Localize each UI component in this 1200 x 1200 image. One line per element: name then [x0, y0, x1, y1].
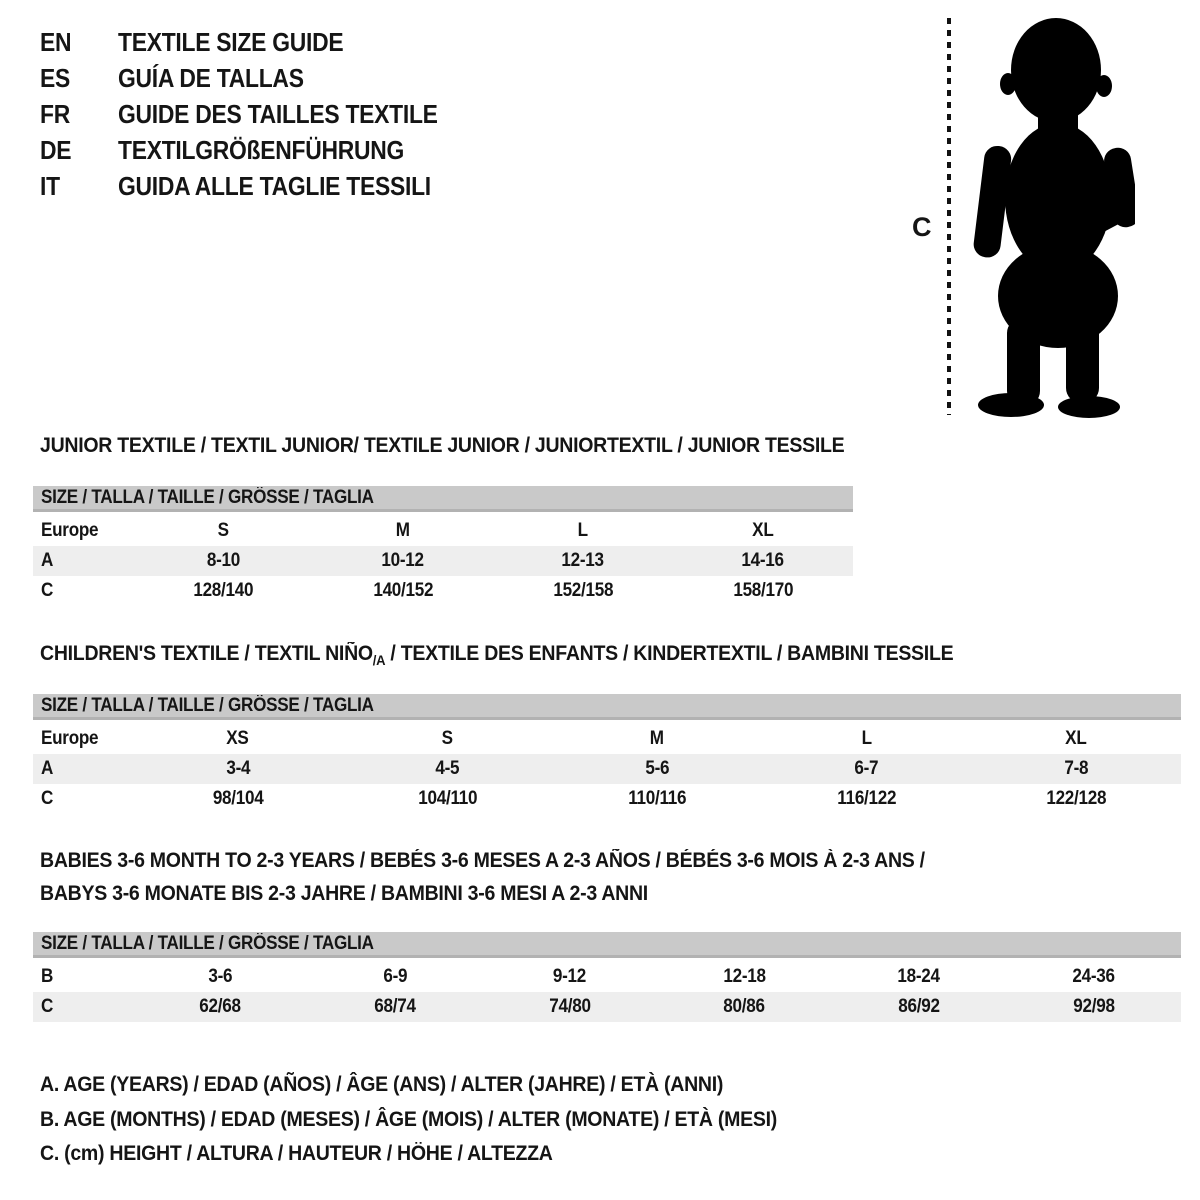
table-cell: 5-6 — [645, 758, 669, 779]
table-cell: 80/86 — [723, 996, 766, 1017]
babies-size-table — [33, 932, 1181, 1022]
table-cell: 12-13 — [561, 550, 605, 571]
table-cell: XL — [1065, 728, 1087, 749]
table-cell: 4-5 — [435, 758, 460, 779]
row-label-cell: Europe — [41, 728, 99, 749]
legend-height-cm: C. (cm) HEIGHT / ALTURA / HAUTEUR / HÖHE / ALTEZZA — [40, 1142, 553, 1165]
table-cell: M — [649, 728, 664, 749]
table-cell: 140/152 — [373, 580, 433, 601]
table-cell: 8-10 — [206, 550, 240, 571]
size-header-bar — [33, 486, 853, 512]
table-cell: 110/116 — [627, 788, 687, 809]
lang-label-text: GUÍA DE TALLAS — [118, 62, 304, 93]
table-cell: 6-7 — [854, 758, 879, 779]
table-row-height-cm — [33, 992, 1181, 1022]
table-cell: 62/68 — [199, 996, 242, 1017]
lang-code-text: EN — [40, 26, 72, 57]
table-cell: 152/158 — [553, 580, 613, 601]
row-label-cell: A — [41, 758, 54, 779]
title-subscript: /A — [372, 652, 386, 668]
size-header-text: SIZE / TALLA / TAILLE / GRÖSSE / TAGLIA — [41, 932, 374, 954]
lang-label — [118, 171, 474, 202]
children-section-title — [40, 642, 1022, 668]
table-cell: 122/128 — [1046, 788, 1107, 809]
table-cell: 24-36 — [1072, 966, 1115, 987]
table-row-age-months — [33, 962, 1181, 992]
row-label-cell: C — [41, 996, 54, 1017]
lang-row-fr — [40, 96, 481, 132]
table-cell: 6-9 — [383, 966, 407, 987]
babies-section-title-line1: BABIES 3-6 MONTH TO 2-3 YEARS / BEBÉS 3-6 MESES A 2-3 AÑOS / BÉBÉS 3-6 MOIS À 2-3 ANS / — [40, 849, 925, 872]
lang-row-es — [40, 60, 481, 96]
table-cell: XS — [226, 728, 249, 749]
size-header-text: SIZE / TALLA / TAILLE / GRÖSSE / TAGLIA — [41, 486, 374, 508]
junior-size-table — [33, 486, 853, 606]
lang-label-text: TEXTILGRÖßENFÜHRUNG — [118, 134, 405, 165]
row-label-cell: C — [41, 788, 54, 809]
table-row-europe — [33, 724, 1181, 754]
lang-label — [118, 27, 374, 58]
table-cell: S — [441, 728, 453, 749]
legend-age-months: B. AGE (MONTHS) / EDAD (MESES) / ÂGE (MOIS) / ALTER (MONATE) / ETÀ (MESI) — [40, 1108, 777, 1131]
lang-code-text: DE — [40, 134, 72, 165]
table-cell: XL — [752, 520, 774, 541]
children-size-table — [33, 694, 1181, 814]
lang-code — [40, 27, 118, 58]
table-cell: 92/98 — [1072, 996, 1115, 1017]
row-label-cell: B — [41, 966, 54, 987]
lang-label-text: TEXTILE SIZE GUIDE — [118, 26, 344, 57]
table-cell: 98/104 — [212, 788, 264, 809]
lang-label — [118, 99, 481, 130]
size-header-bar — [33, 694, 1181, 720]
table-cell: 128/140 — [193, 580, 253, 601]
table-cell: L — [861, 728, 872, 749]
row-label-cell: A — [41, 550, 54, 571]
language-guide-list — [40, 24, 481, 204]
babies-section-title-line2: BABYS 3-6 MONATE BIS 2-3 JAHRE / BAMBINI 3-6 MESI A 2-3 ANNI — [40, 882, 648, 905]
lang-label-text: GUIDE DES TAILLES TEXTILE — [118, 98, 438, 129]
lang-code-text: ES — [40, 62, 71, 93]
table-cell: S — [217, 520, 229, 541]
table-cell: 74/80 — [548, 996, 591, 1017]
lang-row-en — [40, 24, 481, 60]
lang-label — [118, 63, 329, 94]
junior-section-title — [40, 434, 905, 458]
table-cell: 86/92 — [898, 996, 940, 1017]
lang-code — [40, 171, 118, 202]
table-row-europe — [33, 516, 853, 546]
table-row-age-years — [33, 754, 1181, 784]
table-cell: 14-16 — [741, 550, 785, 571]
table-cell: 18-24 — [897, 966, 941, 987]
toddler-silhouette-icon — [963, 18, 1135, 418]
table-cell: 9-12 — [553, 966, 587, 987]
size-header-bar — [33, 932, 1181, 958]
height-measure-dashed-line — [947, 18, 951, 415]
junior-section-title-text: JUNIOR TEXTILE / TEXTIL JUNIOR/ TEXTILE JUNIOR / JUNIORTEXTIL / JUNIOR TESSILE — [40, 434, 845, 457]
lang-label-text: GUIDA ALLE TAGLIE TESSILI — [118, 170, 431, 201]
lang-label — [118, 135, 443, 166]
row-label-cell: Europe — [41, 520, 99, 541]
height-measure-label: C — [912, 212, 932, 242]
legend-age-years: A. AGE (YEARS) / EDAD (AÑOS) / ÂGE (ANS) / ALTER (JAHRE) / ETÀ (ANNI) — [40, 1073, 724, 1096]
lang-row-it — [40, 168, 481, 204]
row-label-cell: C — [41, 580, 54, 601]
table-cell: 7-8 — [1064, 758, 1089, 779]
table-cell: 116/122 — [837, 788, 897, 809]
lang-row-de — [40, 132, 481, 168]
table-row-age-years — [33, 546, 853, 576]
lang-code-text: FR — [40, 98, 70, 129]
size-header-text: SIZE / TALLA / TAILLE / GRÖSSE / TAGLIA — [41, 694, 374, 716]
table-cell: 3-4 — [225, 758, 250, 779]
table-cell: L — [577, 520, 589, 541]
children-section-title-text: CHILDREN'S TEXTILE / TEXTIL $NIÑO_{/A}$ / TEXTILE DES ENFANTS / KINDERTEXTIL / BAMBINI TESSILE — [40, 642, 954, 668]
lang-code — [40, 135, 118, 166]
table-cell: 158/170 — [733, 580, 793, 601]
table-cell: M — [396, 520, 410, 541]
lang-code — [40, 63, 118, 94]
table-cell: 68/74 — [374, 996, 416, 1017]
table-cell: 104/110 — [417, 788, 477, 809]
lang-code-text: IT — [40, 170, 60, 201]
table-row-height-cm — [33, 576, 853, 606]
table-cell: 10-12 — [381, 550, 425, 571]
table-row-height-cm — [33, 784, 1181, 814]
table-cell: 3-6 — [208, 966, 233, 987]
table-cell: 12-18 — [723, 966, 766, 987]
lang-code — [40, 99, 118, 130]
